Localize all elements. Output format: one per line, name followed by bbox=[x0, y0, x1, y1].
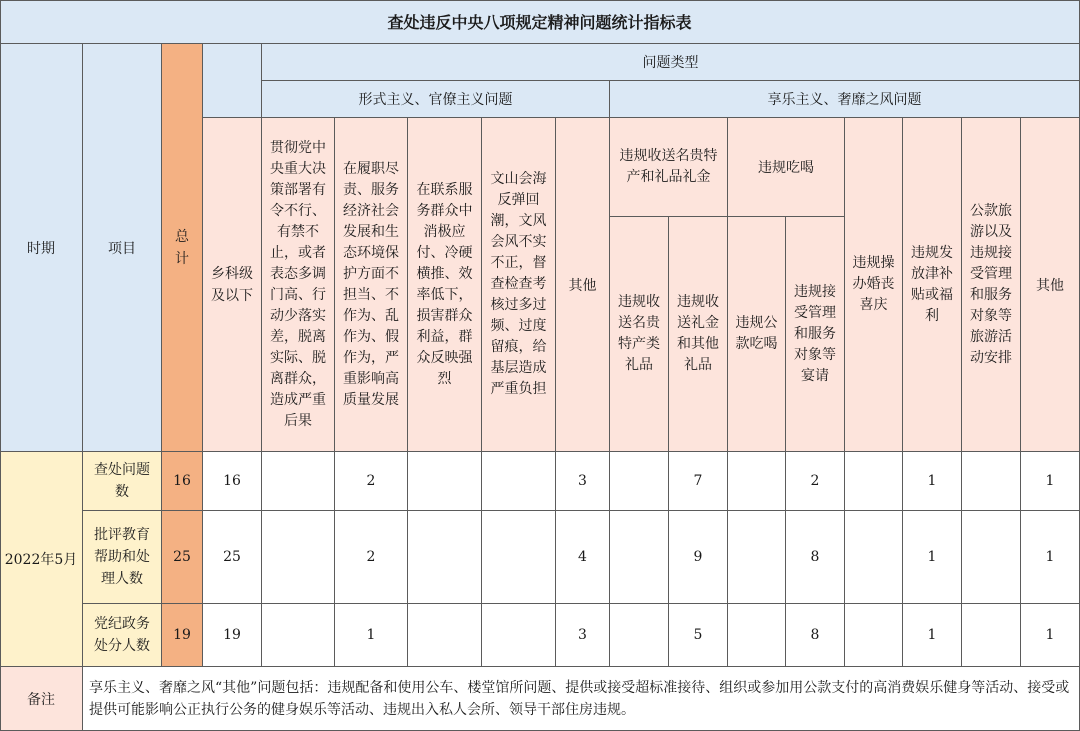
table-cell-h3 bbox=[728, 604, 786, 667]
table-title: 查处违反中央八项规定精神问题统计指标表 bbox=[0, 0, 1080, 44]
table-cell-h6: 1 bbox=[903, 511, 962, 604]
header-formalism-2: 在履职尽责、服务经济社会发展和生态环境保护方面不担当、不作为、乱作为、假作为，严重影响高质量发展 bbox=[335, 118, 408, 452]
table-cell-h2: 7 bbox=[669, 452, 728, 511]
row-label: 批评教育帮助和处理人数 bbox=[83, 511, 162, 604]
header-hedonism-other: 其他 bbox=[1021, 118, 1080, 452]
table-cell-h5 bbox=[845, 604, 903, 667]
table-cell-total: 19 bbox=[162, 604, 203, 667]
header-problem-type: 问题类型 bbox=[262, 44, 1080, 81]
table-cell-f4 bbox=[482, 511, 556, 604]
header-hedonism-3: 违规公款吃喝 bbox=[728, 217, 786, 452]
header-formalism-3: 在联系服务群众中消极应付、冷硬横推、效率低下，损害群众利益，群众反映强烈 bbox=[408, 118, 482, 452]
table-cell-h1 bbox=[610, 604, 669, 667]
header-hedonism-2: 违规收送礼金和其他礼品 bbox=[669, 217, 728, 452]
table-cell-f1 bbox=[262, 452, 335, 511]
header-dining-group: 违规吃喝 bbox=[728, 118, 845, 217]
table-cell-h1 bbox=[610, 511, 669, 604]
row-label: 查处问题数 bbox=[83, 452, 162, 511]
table-cell-f1 bbox=[262, 511, 335, 604]
header-hedonism-6: 违规发放津补贴或福利 bbox=[903, 118, 962, 452]
period-cell: 2022年5月 bbox=[0, 452, 83, 667]
table-cell-h3 bbox=[728, 452, 786, 511]
header-blank bbox=[203, 44, 262, 118]
header-formalism-1: 贯彻党中央重大决策部署有令不行、有禁不止，或者表态多调门高、行动少落实差，脱离实际、脱离群众，造成严重后果 bbox=[262, 118, 335, 452]
table-cell-h4: 8 bbox=[786, 511, 845, 604]
header-hedonism-7: 公款旅游以及违规接受管理和服务对象等旅游活动安排 bbox=[962, 118, 1021, 452]
table-cell-h7 bbox=[962, 511, 1021, 604]
header-gift-group: 违规收送名贵特产和礼品礼金 bbox=[610, 118, 728, 217]
header-hedonism-5: 违规操办婚丧喜庆 bbox=[845, 118, 903, 452]
header-item: 项目 bbox=[83, 44, 162, 452]
table-cell-f2: 2 bbox=[335, 511, 408, 604]
table-cell-township: 16 bbox=[203, 452, 262, 511]
table-cell-h2: 9 bbox=[669, 511, 728, 604]
table-cell-h4: 8 bbox=[786, 604, 845, 667]
table-cell-f3 bbox=[408, 604, 482, 667]
table-cell-h6: 1 bbox=[903, 452, 962, 511]
table-cell-total: 25 bbox=[162, 511, 203, 604]
header-formalism: 形式主义、官僚主义问题 bbox=[262, 81, 610, 118]
table-cell-h8: 1 bbox=[1021, 604, 1080, 667]
table-cell-h5 bbox=[845, 452, 903, 511]
remark-label: 备注 bbox=[0, 667, 83, 731]
table-cell-h6: 1 bbox=[903, 604, 962, 667]
table-cell-f1 bbox=[262, 604, 335, 667]
table-cell-township: 19 bbox=[203, 604, 262, 667]
table-cell-f3 bbox=[408, 452, 482, 511]
table-cell-f2: 2 bbox=[335, 452, 408, 511]
table-cell-h4: 2 bbox=[786, 452, 845, 511]
table-cell-h7 bbox=[962, 452, 1021, 511]
table-cell-h8: 1 bbox=[1021, 452, 1080, 511]
table-cell-h7 bbox=[962, 604, 1021, 667]
table-cell-township: 25 bbox=[203, 511, 262, 604]
table-cell-f4 bbox=[482, 604, 556, 667]
header-period: 时期 bbox=[0, 44, 83, 452]
header-hedonism-1: 违规收送名贵特产类礼品 bbox=[610, 217, 669, 452]
table-cell-f5: 3 bbox=[556, 452, 610, 511]
table-cell-f4 bbox=[482, 452, 556, 511]
header-hedonism-4: 违规接受管理和服务对象等宴请 bbox=[786, 217, 845, 452]
header-township: 乡科级及以下 bbox=[203, 118, 262, 452]
table-cell-f2: 1 bbox=[335, 604, 408, 667]
table-cell-f3 bbox=[408, 511, 482, 604]
table-cell-f5: 4 bbox=[556, 511, 610, 604]
table-cell-h3 bbox=[728, 511, 786, 604]
remark-text: 享乐主义、奢靡之风“其他”问题包括：违规配备和使用公车、楼堂馆所问题、提供或接受超标准接待、组织或参加用公款支付的高消费娱乐健身等活动、接受或提供可能影响公正执行公务的健身娱乐等活动、违规出入私人会所、领导干部住房违规。 bbox=[83, 667, 1080, 731]
table-cell-total: 16 bbox=[162, 452, 203, 511]
header-formalism-other: 其他 bbox=[556, 118, 610, 452]
table-cell-h1 bbox=[610, 452, 669, 511]
header-formalism-4: 文山会海反弹回潮，文风会风不实不正，督查检查考核过多过频、过度留痕，给基层造成严重负担 bbox=[482, 118, 556, 452]
table-cell-h8: 1 bbox=[1021, 511, 1080, 604]
table-cell-h2: 5 bbox=[669, 604, 728, 667]
table-cell-f5: 3 bbox=[556, 604, 610, 667]
table-cell-h5 bbox=[845, 511, 903, 604]
row-label: 党纪政务处分人数 bbox=[83, 604, 162, 667]
header-total: 总计 bbox=[162, 44, 203, 452]
header-hedonism: 享乐主义、奢靡之风问题 bbox=[610, 81, 1080, 118]
